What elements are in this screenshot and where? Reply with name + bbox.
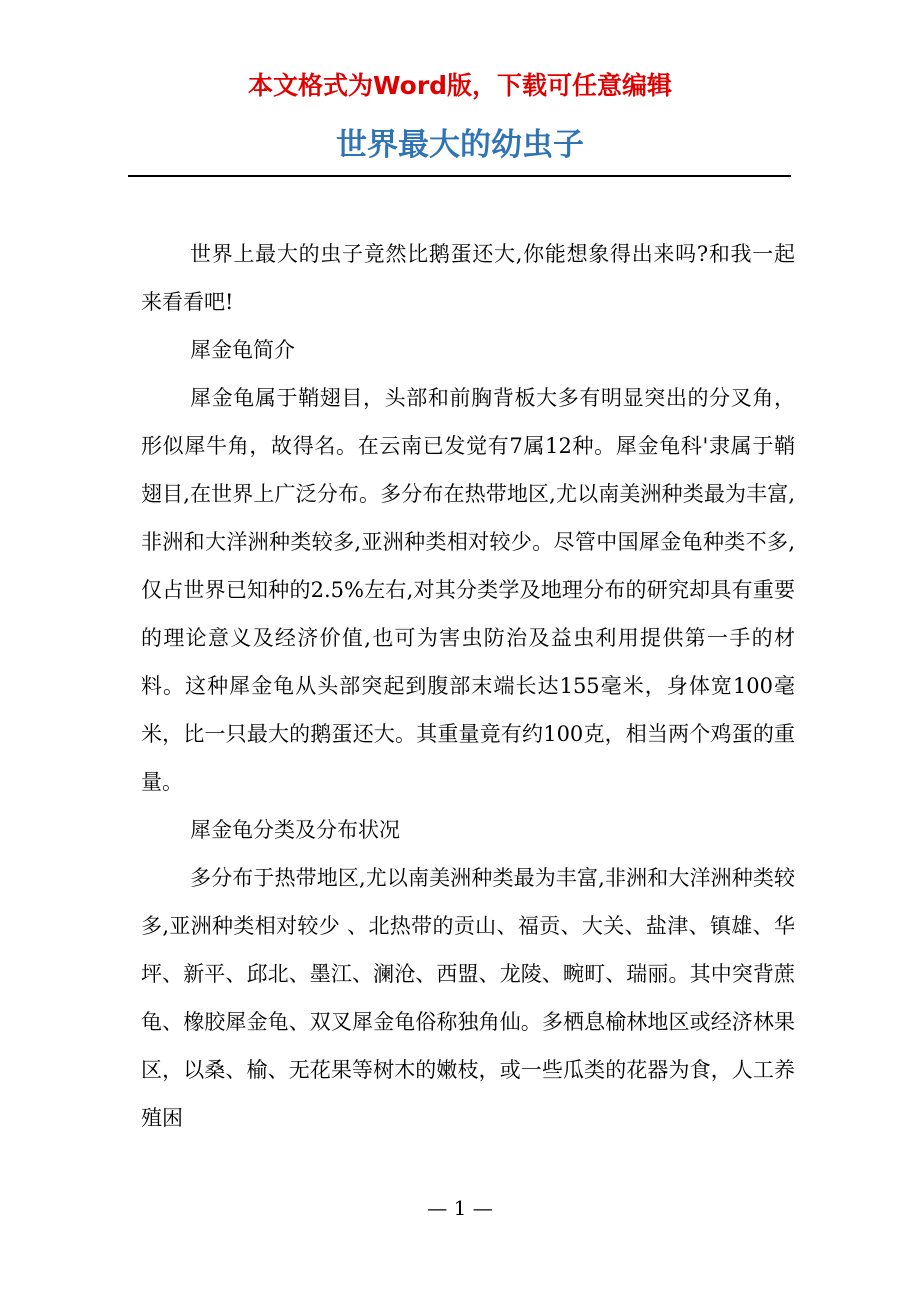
distribution-paragraph: 多分布于热带地区,尤以南美洲种类最为丰富,非洲和大洋洲种类较多,亚洲种类相对较少 、北热带的贡山、福贡、大关、盐津、镇雄、华坪、新平、邱北、墨江、澜沧、西盟、龙陵、畹町、瑞丽。其中突背蔗龟、橡胶犀金龟、双叉犀金龟俗称独角仙。多栖息榆林地区或经济林果区，以桑、榆、无花果等树木的嫩枝，或一些瓜类的花器为食，人工养殖困 — [141, 866, 795, 1130]
document-title: 世界最大的幼虫子 — [336, 127, 584, 163]
section-heading-distribution: 犀金龟分类及分布状况 — [190, 818, 400, 842]
intro-paragraph: 世界上最大的虫子竟然比鹅蛋还大,你能想象得出来吗?和我一起来看看吧! — [141, 242, 795, 314]
title-divider — [128, 175, 791, 177]
section-heading-intro: 犀金龟简介 — [190, 338, 295, 362]
page-number: — 1 — — [427, 1196, 493, 1220]
format-notice: 本文格式为Word版，下载可任意编辑 — [247, 71, 673, 100]
document-body — [141, 230, 795, 1142]
intro-body-paragraph: 犀金龟属于鞘翅目，头部和前胸背板大多有明显突出的分叉角，形似犀牛角，故得名。在云南已发觉有7属12种。犀金龟科'隶属于鞘翅目,在世界上广泛分布。多分布在热带地区,尤以南美洲种类最为丰富,非洲和大洋洲种类较多,亚洲种类相对较少。尽管中国犀金龟种类不多,仅占世界已知种的2.5%左右,对其分类学及地理分布的研究却具有重要的理论意义及经济价值,也可为害虫防治及益虫利用提供第一手的材料。这种犀金龟从头部突起到腹部末端长达155毫米，身体宽100毫米，比一只最大的鹅蛋还大。其重量竟有约100克，相当两个鸡蛋的重量。 — [141, 386, 795, 794]
